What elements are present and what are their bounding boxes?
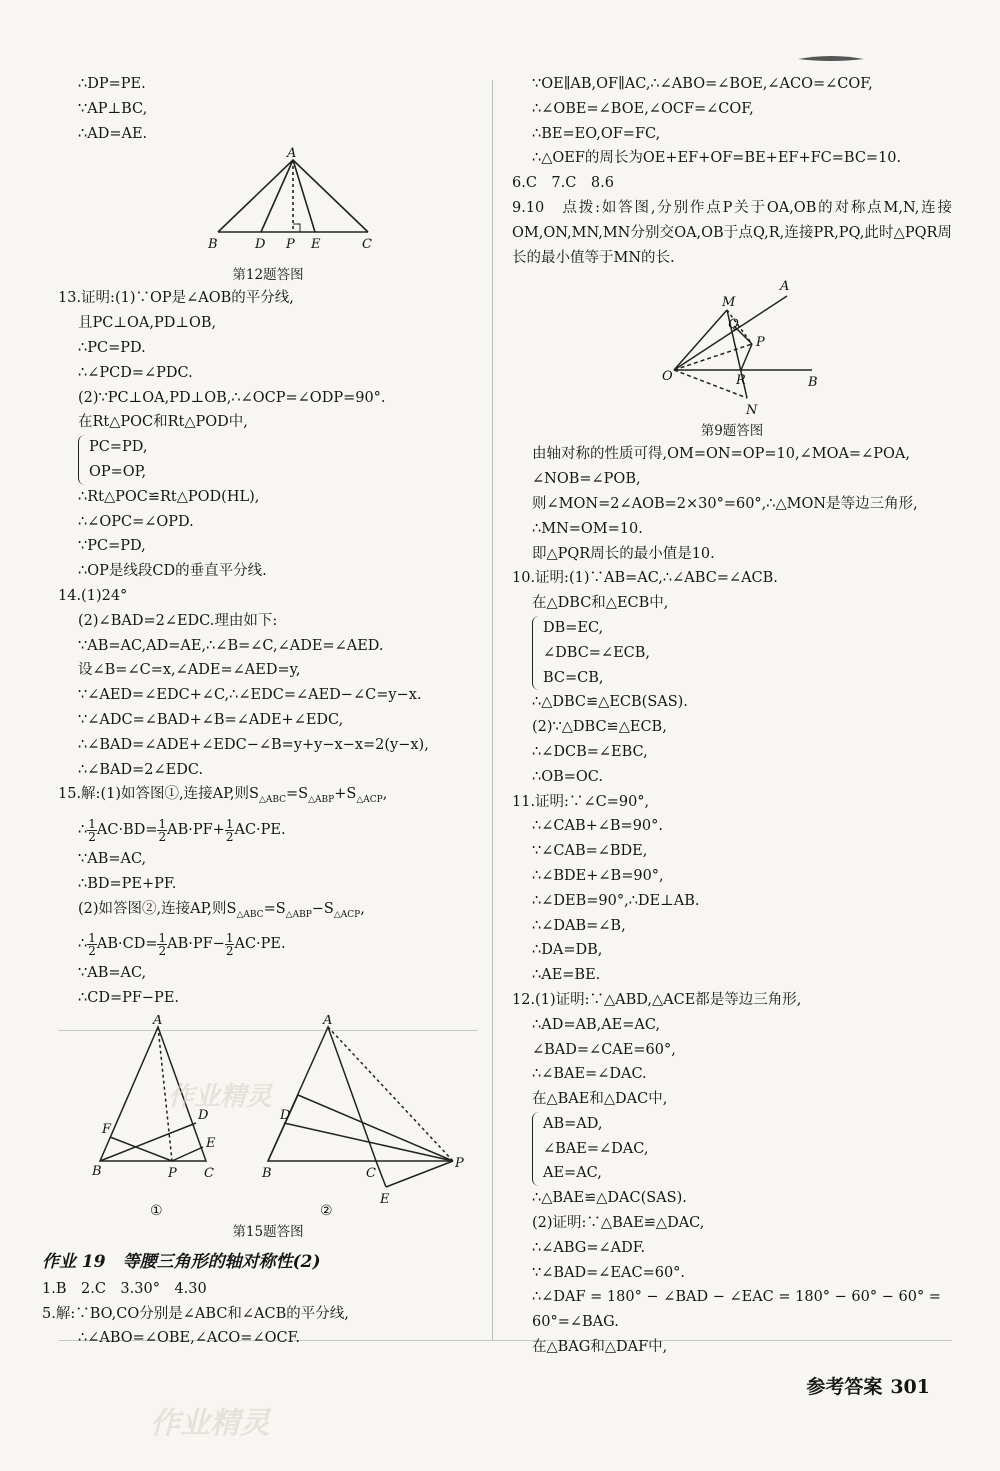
subfigure-2-label: ②	[320, 1202, 333, 1219]
text-line: ∴DP=PE.	[78, 76, 146, 92]
fraction-half: $\frac{1}{2}$	[225, 930, 234, 958]
problem-15	[58, 782, 478, 1011]
watermark-mid: 作业精灵	[168, 1082, 273, 1112]
text-line: ∵AB=AC,AD=AE,∴∠B=∠C,∠ADE=∠AED.	[78, 637, 384, 654]
svg-text:B: B	[808, 375, 818, 391]
fraction-half: $\frac{1}{2}$	[88, 816, 96, 844]
text-line: ∠NOB=∠POB,	[532, 471, 641, 488]
text-line: ∴∠DAF = 180° − ∠BAD − ∠EAC = 180° − 60° − 60° =	[532, 1289, 941, 1306]
label-c: C	[362, 237, 372, 253]
svg-text:F: F	[102, 1121, 112, 1137]
footer-label: 参考答案	[806, 1376, 883, 1398]
left-column	[42, 72, 478, 1351]
text-line: ∵∠CAB=∠BDE,	[532, 843, 648, 860]
text-line: OP=OP,	[89, 463, 147, 480]
text-line: ∵AB=AC,	[78, 851, 147, 868]
text-line: ∠BAD=∠CAE=60°,	[532, 1041, 676, 1058]
svg-text:C: C	[366, 1165, 376, 1181]
text-line: ∴BD=PE+PF.	[78, 875, 177, 892]
text-line: DB=EC,	[543, 619, 604, 636]
text-line: (2)如答图②,连接AP,则$S_{\triangle ABC}=S_{\triangle ABP}-S_{\triangle ACP}$,	[78, 900, 365, 920]
text-line: 12.(1)证明:∵△ABD,△ACE都是等边三角形,	[512, 991, 802, 1008]
fraction-half: $\frac{1}{2}$	[88, 930, 96, 958]
label-d: D	[255, 237, 266, 253]
fraction-half: $\frac{1}{2}$	[158, 816, 167, 844]
figure-15-diagrams	[58, 1015, 478, 1221]
text-line: ∴CD=PF−PE.	[78, 990, 180, 1007]
text-line: ∵∠AED=∠EDC+∠C,∴∠EDC=∠AED−∠C=y−x.	[78, 687, 422, 704]
svg-text:A: A	[323, 1014, 333, 1028]
svg-text:P: P	[455, 1155, 464, 1171]
text-line: ∴OP是线段CD的垂直平分线.	[78, 563, 267, 580]
text-line: 在△BAE和△DAC中,	[532, 1091, 668, 1108]
right-top-lines	[512, 72, 952, 196]
text-line: ∴Rt△POC≌Rt△POD(HL),	[78, 488, 260, 505]
text-line: 14.(1)24°	[58, 587, 128, 604]
text-line: ∴∠DEB=90°,∴DE⊥AB.	[532, 892, 700, 909]
label-p: P	[286, 237, 295, 253]
text-line: (2)∵△DBC≌△ECB,	[532, 719, 667, 736]
text-line: ∠DBC=∠ECB,	[543, 644, 651, 661]
text-line: BC=CB,	[543, 669, 604, 686]
text-line: ∴△OEF的周长为OE+EF+OF=BE+EF+FC=BC=10.	[532, 150, 902, 167]
svg-text:D: D	[198, 1107, 209, 1123]
svg-text:E: E	[206, 1135, 216, 1151]
text-line: (2)∠BAD=2∠EDC.理由如下:	[78, 612, 278, 629]
label-e: E	[311, 237, 321, 253]
text-line: ∴∠ABG=∠ADF.	[532, 1239, 646, 1256]
text-line: 设∠B=∠C=x,∠ADE=∠AED=y,	[78, 662, 301, 679]
problem-10	[512, 566, 952, 789]
text-line: ∴∠BAD=2∠EDC.	[78, 761, 204, 778]
text-line: 在△BAG和△DAF中,	[532, 1339, 668, 1356]
text-line: ∴AD=AB,AE=AC,	[532, 1016, 661, 1033]
brace-mark	[532, 616, 539, 690]
page-footer	[806, 1372, 930, 1399]
label-a: A	[287, 146, 297, 162]
text-line: ∴ $\frac{1}{2}$ AC·BD= $\frac{1}{2}$ AB·PF+ $\frac{1}{2}$ AC·PE.	[78, 816, 286, 844]
text-line: (2)∵PC⊥OA,PD⊥OB,∴∠OCP=∠ODP=90°.	[78, 389, 386, 406]
text-line: ∴OB=OC.	[532, 768, 603, 785]
problem-9-text: 9.10 点拨:如答图,分别作点P关于OA,OB的对称点M,N,连接OM,ON,MN,MN分别交OA,OB于点Q,R,连接PR,PQ,此时△PQR周长的最小值等于MN的长.	[512, 199, 952, 266]
text-line: ∴ $\frac{1}{2}$ AB·CD= $\frac{1}{2}$ AB·PF− $\frac{1}{2}$ AC·PE.	[78, 930, 286, 958]
brace-mark	[532, 1112, 539, 1186]
text-line: ∴∠ABO=∠OBE,∠ACO=∠OCF.	[78, 1330, 300, 1347]
text-line: (2)证明:∵△BAE≌△DAC,	[532, 1215, 705, 1232]
text-line: 60°=∠BAG.	[532, 1314, 619, 1331]
svg-text:B: B	[92, 1163, 102, 1179]
svg-text:Q: Q	[728, 317, 739, 333]
text-line: ∴∠BDE+∠B=90°,	[532, 867, 664, 884]
brace-group	[58, 435, 478, 485]
right-column	[512, 72, 952, 1360]
section-title: 作业 19 等腰三角形的轴对称性(2)	[42, 1251, 321, 1272]
text-line: 在Rt△POC和Rt△POD中,	[78, 414, 248, 431]
brace-group	[512, 616, 952, 690]
problem-11	[512, 790, 952, 988]
text-line: 15.解:(1)如答图①,连接AP,则$S_{\triangle ABC}=S_{\triangle ABP}+S_{\triangle ACP}$,	[58, 786, 388, 806]
figure-12-diagram	[58, 146, 478, 264]
brace-mark	[78, 435, 85, 485]
header-ornament	[798, 48, 864, 56]
svg-text:B: B	[262, 1165, 272, 1181]
svg-text:M: M	[722, 295, 736, 311]
text-line: 11.证明:∵∠C=90°,	[512, 793, 650, 810]
problem-14	[58, 584, 478, 782]
text-line: 即△PQR周长的最小值是10.	[532, 545, 715, 562]
fraction-half: $\frac{1}{2}$	[158, 930, 167, 958]
figure-15-caption: 第15题答图	[232, 1223, 304, 1240]
problem-9-solution	[512, 442, 952, 566]
text-line: 10.证明:(1)∵AB=AC,∴∠ABC=∠ACB.	[512, 570, 778, 587]
text-line: ∴∠CAB+∠B=90°.	[532, 818, 664, 835]
text-line: ∴BE=EO,OF=FC,	[532, 125, 661, 142]
problem-13	[58, 286, 478, 584]
text-line: ∴∠DAB=∠B,	[532, 917, 626, 934]
text-line: 13.证明:(1)∵OP是∠AOB的平分线,	[58, 290, 294, 307]
text-line: 则∠MON=2∠AOB=2×30°=60°,∴△MON是等边三角形,	[532, 495, 918, 512]
text-line: ∵AP⊥BC,	[78, 100, 148, 117]
text-line: ∴∠PCD=∠PDC.	[78, 364, 193, 381]
text-line: 由轴对称的性质可得,OM=ON=OP=10,∠MOA=∠POA,	[532, 446, 910, 463]
subfigure-1-label: ①	[150, 1202, 163, 1219]
svg-text:A: A	[153, 1014, 163, 1028]
column-divider	[492, 80, 493, 1340]
text-line: ∴MN=OM=10.	[532, 520, 643, 537]
problem-12	[512, 988, 952, 1360]
text-line: ∴AD=AE.	[78, 125, 148, 142]
left-top-lines	[58, 72, 478, 146]
figure-9-diagram	[512, 270, 952, 420]
svg-text:E: E	[380, 1191, 390, 1207]
text-line: ∴∠OPC=∠OPD.	[78, 513, 194, 530]
svg-text:D: D	[280, 1107, 291, 1123]
brace-group	[512, 1112, 952, 1186]
fraction-half: $\frac{1}{2}$	[225, 816, 234, 844]
text-line: ∵PC=PD,	[78, 538, 146, 555]
text-line: ∴∠BAD=∠ADE+∠EDC−∠B=y+y−x−x=2(y−x),	[78, 736, 429, 753]
text-line: ∵OE∥AB,OF∥AC,∴∠ABO=∠BOE,∠ACO=∠COF,	[532, 76, 873, 92]
figure-15	[58, 1015, 478, 1221]
text-line: ∠BAE=∠DAC,	[543, 1140, 649, 1157]
text-line: ∴△DBC≌△ECB(SAS).	[532, 694, 688, 711]
svg-text:A: A	[780, 279, 790, 295]
text-line: 5.解:∵BO,CO分别是∠ABC和∠ACB的平分线,	[42, 1305, 349, 1322]
svg-text:O: O	[662, 369, 673, 385]
text-line: 在△DBC和△ECB中,	[532, 595, 669, 612]
figure-12	[58, 146, 478, 264]
text-line: ∴PC=PD.	[78, 339, 146, 356]
text-line: ∴AE=BE.	[532, 967, 601, 984]
svg-text:P: P	[168, 1165, 177, 1181]
text-line: 且PC⊥OA,PD⊥OB,	[78, 315, 217, 332]
text-line: ∴∠BAE=∠DAC.	[532, 1066, 647, 1083]
watermark-bottom: 作业精灵	[150, 1406, 270, 1441]
text-line: ∴△BAE≌△DAC(SAS).	[532, 1190, 687, 1207]
figure-9	[512, 270, 952, 420]
svg-text:R: R	[736, 373, 746, 389]
text-line: AB=AD,	[543, 1115, 603, 1132]
text-line: 6.C 7.C 8.6	[512, 175, 614, 192]
text-line: ∴∠OBE=∠BOE,∠OCF=∠COF,	[532, 100, 754, 117]
svg-text:P: P	[756, 335, 765, 351]
svg-text:N: N	[746, 403, 758, 419]
svg-text:C: C	[204, 1165, 214, 1181]
text-line: ∴∠DCB=∠EBC,	[532, 743, 648, 760]
text-line: ∵∠ADC=∠BAD+∠B=∠ADE+∠EDC,	[78, 711, 344, 728]
figure-9-caption: 第9题答图	[700, 423, 764, 440]
text-line: AE=AC,	[543, 1165, 602, 1182]
page-number: 301	[890, 1376, 930, 1398]
text-line: PC=PD,	[89, 439, 148, 456]
text-line: ∵AB=AC,	[78, 965, 147, 982]
text-line: ∵∠BAD=∠EAC=60°.	[532, 1264, 686, 1281]
text-line: ∴DA=DB,	[532, 942, 603, 959]
label-b: B	[208, 237, 218, 253]
text-line: 1.B 2.C 3.30° 4.30	[42, 1280, 207, 1297]
figure-12-caption: 第12题答图	[232, 267, 304, 284]
